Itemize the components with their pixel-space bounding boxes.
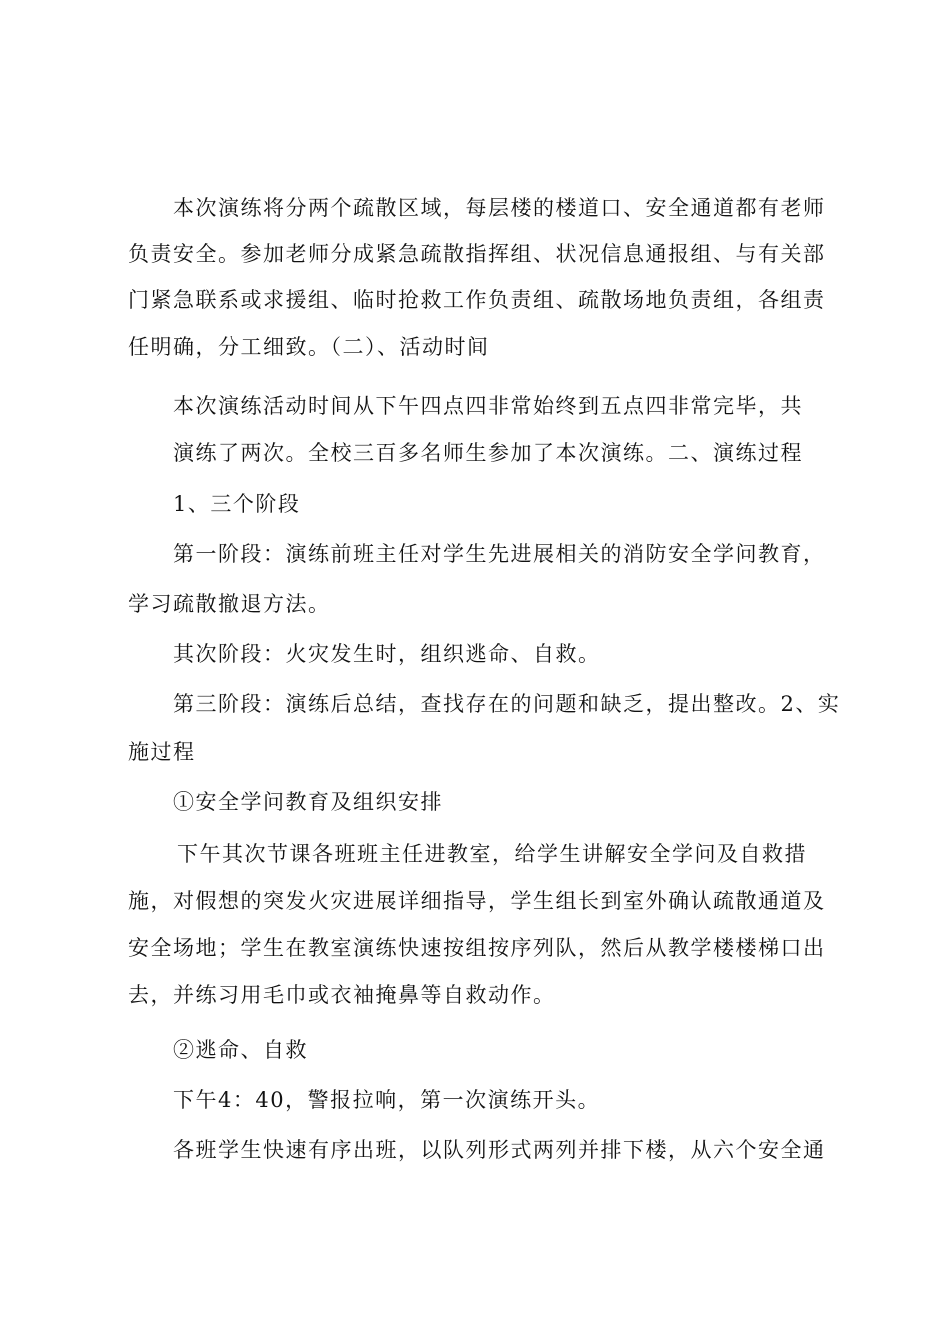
body-text-line: 演练了两次。全校三百多名师生参加了本次演练。二、演练过程 [173, 441, 803, 465]
body-text-line: 施，对假想的突发火灾进展详细指导，学生组长到室外确认疏散通道及 [128, 889, 826, 913]
body-text-line: 第三阶段：演练后总结，查找存在的问题和缺乏，提出整改。2、实 [173, 692, 841, 716]
body-text-line: 本次演练将分两个疏散区域，每层楼的楼道口、安全通道都有老师 [173, 196, 826, 220]
section-heading: ②逃命、自救 [173, 1038, 308, 1062]
body-text-line: 本次演练活动时间从下午四点四非常始终到五点四非常完毕，共 [173, 394, 803, 418]
body-text-line: 门紧急联系或求援组、临时抢救工作负责组、疏散场地负责组，各组责 [128, 288, 826, 312]
body-text-line: 下午4：40，警报拉响，第一次演练开头。 [173, 1088, 601, 1112]
body-text-line: 其次阶段：火灾发生时，组织逃命、自救。 [173, 642, 601, 666]
body-text-line: 施过程 [128, 740, 196, 764]
body-text-line: 下午其次节课各班班主任进教室，给学生讲解安全学问及自救措 [177, 842, 807, 866]
body-text-line: 任明确，分工细致。（二）、活动时间 [128, 335, 490, 359]
body-text-line: 安全场地；学生在教室演练快速按组按序列队，然后从教学楼楼梯口出 [128, 936, 826, 960]
section-heading: 1、三个阶段 [173, 492, 301, 516]
body-text-line: 去，并练习用毛巾或衣袖掩鼻等自救动作。 [128, 983, 556, 1007]
body-text-line: 学习疏散撤退方法。 [128, 592, 331, 616]
section-heading: ①安全学问教育及组织安排 [173, 790, 443, 814]
body-text-line: 各班学生快速有序出班，以队列形式两列并排下楼，从六个安全通 [173, 1138, 826, 1162]
body-text-line: 负责安全。参加老师分成紧急疏散指挥组、状况信息通报组、与有关部 [128, 242, 826, 266]
body-text-line: 第一阶段：演练前班主任对学生先进展相关的消防安全学问教育， [173, 542, 826, 566]
